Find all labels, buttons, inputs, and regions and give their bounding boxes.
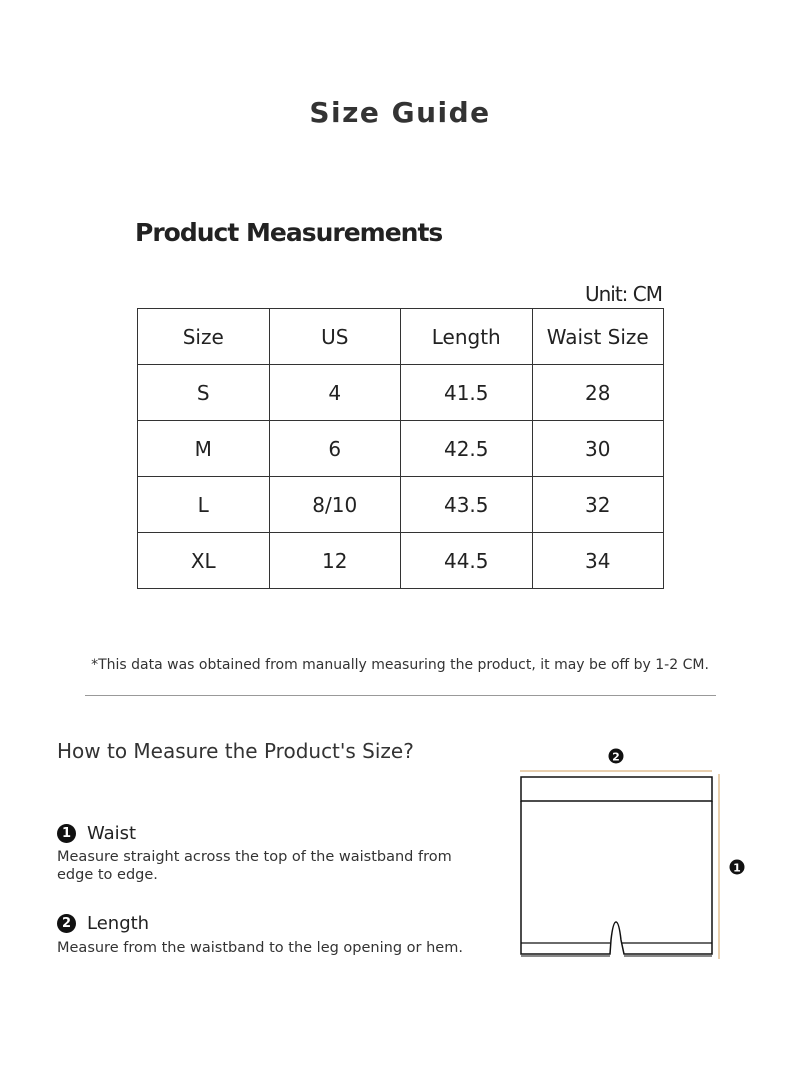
length-label: Length bbox=[87, 913, 150, 934]
table-row bbox=[138, 365, 664, 421]
cell-waist: 32 bbox=[532, 477, 664, 533]
marker-one-text: 1 bbox=[733, 861, 741, 875]
cell-us: 4 bbox=[269, 365, 401, 421]
table-header-row bbox=[138, 309, 664, 365]
waist-label: Waist bbox=[87, 823, 137, 844]
divider bbox=[85, 695, 716, 696]
cell-us: 8/10 bbox=[269, 477, 401, 533]
marker-two-text: 2 bbox=[612, 750, 620, 764]
cell-size: L bbox=[138, 477, 270, 533]
cell-us: 6 bbox=[269, 421, 401, 477]
cell-us: 12 bbox=[269, 533, 401, 589]
cell-length: 41.5 bbox=[401, 365, 533, 421]
cell-waist: 30 bbox=[532, 421, 664, 477]
length-description: Measure from the waistband to the leg opening or hem. bbox=[57, 940, 463, 956]
cell-waist: 34 bbox=[532, 533, 664, 589]
waistband-outline bbox=[521, 777, 712, 801]
shorts-diagram bbox=[500, 740, 760, 980]
measurement-note: *This data was obtained from manually measuring the product, it may be off by 1-2 CM. bbox=[91, 657, 709, 673]
header-us: US bbox=[269, 309, 401, 365]
table-row bbox=[138, 421, 664, 477]
number-two-badge: 2 bbox=[57, 914, 76, 933]
header-size: Size bbox=[138, 309, 270, 365]
shorts-body-outline bbox=[521, 801, 712, 954]
table-row bbox=[138, 477, 664, 533]
length-heading bbox=[57, 913, 149, 934]
cell-waist: 28 bbox=[532, 365, 664, 421]
header-waist-size: Waist Size bbox=[532, 309, 664, 365]
cell-length: 42.5 bbox=[401, 421, 533, 477]
header-length: Length bbox=[401, 309, 533, 365]
how-to-title: How to Measure the Product's Size? bbox=[57, 739, 414, 763]
cell-size: XL bbox=[138, 533, 270, 589]
cell-length: 43.5 bbox=[401, 477, 533, 533]
waist-description: Measure straight across the top of the waistband from edge to edge. bbox=[57, 849, 452, 883]
section-title: Product Measurements bbox=[135, 218, 443, 247]
page-title: Size Guide bbox=[309, 96, 491, 129]
size-table bbox=[137, 308, 664, 589]
cell-size: S bbox=[138, 365, 270, 421]
unit-label: Unit: CM bbox=[584, 282, 662, 306]
cell-size: M bbox=[138, 421, 270, 477]
waist-heading bbox=[57, 823, 136, 844]
number-one-badge: 1 bbox=[57, 824, 76, 843]
table-row bbox=[138, 533, 664, 589]
cell-length: 44.5 bbox=[401, 533, 533, 589]
